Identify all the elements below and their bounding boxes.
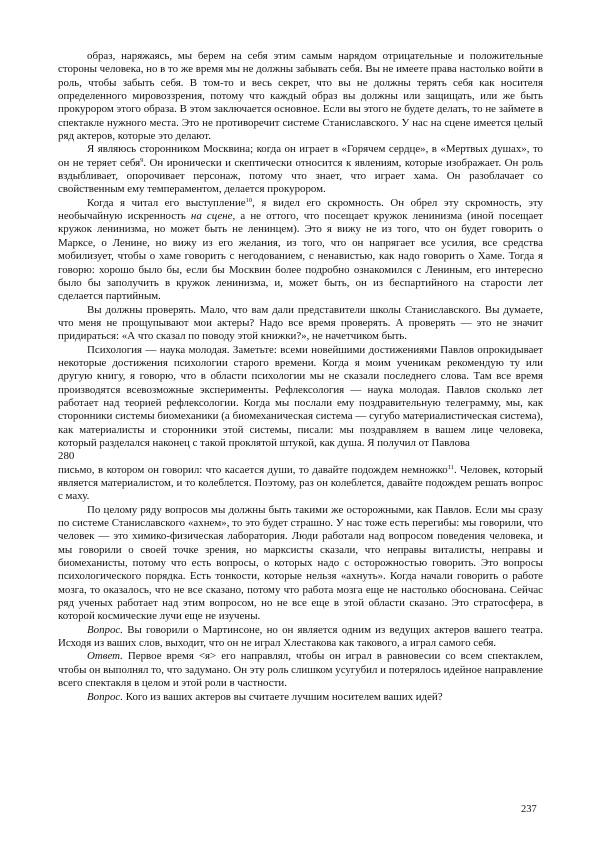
paragraph: Психология — наука молодая. Заметьте: всеми новейшими достижениями Павлов опрокидывает некоторые достижения психологии старого времени. Когда я моим ученикам рекомендую ту или другую книгу, я говорю, что в области психологии мы не сказали последнего слова. Там все время производятся всевозможные эксперименты. Рефлексология — наука молодая. Павлов сколько лет работает над теорией рефлексологии. Когда мы послали ему поздравительную телеграмму, мы, как сторонники системы биомеханики (а биомеханическая система — сугубо материалистическая система), как материалисты и сторонники этой системы, писали: мы поздравляем в вашем лице человека, который разделался наконец с такой проклятой штукой, как душа. Я получил от Павлова — [58, 343, 543, 449]
italic-text: Вопрос. — [87, 623, 123, 636]
question-paragraph: Вопрос. Вы говорили о Мартинсоне, но он является одним из ведущих актеров вашего театра. Исходя из ваших слов, выходит, что он не играл Хлестакова как такового, а играл самого себя. — [58, 623, 543, 650]
italic-text: Ответ. — [87, 650, 123, 663]
footnote-ref: 9 — [140, 156, 144, 164]
body-text — [58, 50, 543, 704]
paragraph: Когда я читал его выступление$^{10}$, я видел его скромность. Он обрел эту скромность, эту необычайную искренность на сцене, а не оттого, что посещает кружок ленинизма (иной посещает кружок ленинизма, но может быть не ленинцем). Это я вижу не из того, что он будет говорить о Марксе, о Ленине, но вижу из его желания, из того, что он напрягает все усилия, все средства мобилизует, чтобы о хаме говорить с негодованием, с ненавистью, как надо говорить о Хаме. Тогда я говорю: хорошо было бы, если бы Москвин более подробно ознакомился с Лениным, его интересно было бы заполучить в кружок ленинизма, и, может быть, он из беспартийного на старости лет сделается партийным. — [58, 196, 543, 303]
paragraph: По целому ряду вопросов мы должны быть такими же осторожными, как Павлов. Если мы сразу по системе Станиславского «ахнем», то это будет страшно. У нас тоже есть перегибы: мы говорили, что человек — это химико-физическая лаборатория. Люди работали над вопросом поведения человека, и мы говорили о своей точке зрения, но марксисты сказали, что неправы виталисты, неправы и биомеханисты, потому что есть вопросы, о которых надо с осторожностью говорить. Это вопросы психологического порядка. Есть тонкости, которые нельзя «ахнуть». Когда начали говорить о работе мозга, то оказалось, что не все сказано, потому что работа мозга еще не настолько обоснована. Сейчас ряд ученых работает над этим вопросом, но не все еще в этой области сказано. Это стратосфера, в которой космические лучи еще не изучены. — [58, 503, 543, 623]
italic-text: на сцене — [190, 210, 233, 223]
paragraph: образ, наряжаясь, мы берем на себя этим самым нарядом отрицательные и положительные стороны человека, но в то же время мы не должны забывать себя. Вы не имеете права настолько войти в роль, чтобы забыть себя. В том-то и весь секрет, что вы не должны терять себя как носителя определенного мировоззрения, потому что каждый образ вы должны или защищать, или же быть прокурором этого образа. В этом заключается основное. Если вы этого не будете делать, то не займете в спектакле нужного места. Это не противоречит системе Станиславского. У нас на сцене имеется целый ряд актеров, которые это делают. — [58, 50, 543, 143]
paragraph: письмо, в котором он говорил: что касается души, то давайте подождем немножко$^{11}$. Человек, который является материалистом, и то колеблется. Поэтому, раз он колеблется, давайте подождем решать вопрос с маху. — [58, 463, 544, 503]
footnote-ref: 10 — [245, 196, 253, 204]
margin-page-marker: 280 — [58, 450, 75, 463]
paragraph: Вы должны проверять. Мало, что вам дали представители школы Станиславского. Вы думаете, что меня не прощупывают мои актеры? Надо все время проверять. А проверять — это не значит придираться: «А что сказал по поводу этой книжки?», не начетчиком быть. — [58, 303, 543, 343]
question-paragraph: Вопрос. Кого из ваших актеров вы считаете лучшим носителем ваших идей? — [87, 690, 443, 703]
answer-paragraph: Ответ. Первое время <я> его направлял, чтобы он играл в равновесии со всем спектаклем, чтобы он выполнял то, что задумано. Он эту роль слишком усугубил и потерялось идейное направление всего спектакля в целом и этой роли в частности. — [58, 650, 543, 690]
paragraph: Я являюсь сторонником Москвина; когда он играет в «Горячем сердце», в «Мертвых душах», то он не теряет себя$^9$. Он иронически и скептически относится к явлениям, которые изображает. Он роль вздыбливает, опорочивает персонаж, потому что знает, что играет хама. Он разоблачает со свойственным ему темпераментом, делается прокурором. — [58, 143, 543, 196]
italic-text: Вопрос. — [87, 690, 123, 703]
page-number: 237 — [521, 804, 537, 815]
footnote-ref: 11 — [447, 463, 454, 471]
